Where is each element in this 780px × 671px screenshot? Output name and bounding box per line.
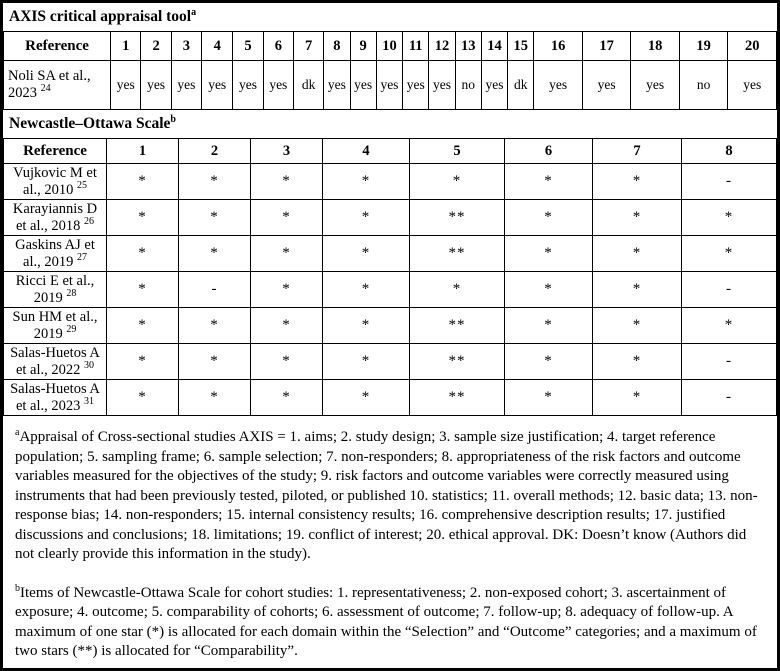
value-cell: * [593,308,682,344]
value-cell: yes [233,61,263,110]
citation-superscript: 28 [66,287,77,299]
value-cell: dk [293,61,323,110]
value-cell: dk [508,61,534,110]
footnote-marker: a [15,427,20,438]
value-cell: yes [582,61,631,110]
axis-title-superscript: a [191,6,197,18]
column-header-9: 9 [350,32,376,61]
value-cell: ** [410,308,505,344]
value-cell: * [323,200,410,236]
column-header-6: 6 [263,32,293,61]
value-cell: * [505,200,593,236]
column-header-17: 17 [582,32,631,61]
reference-cell: Salas-Huetos A et al., 2022 $^{30}$ [4,344,107,380]
value-cell: * [179,200,251,236]
value-cell: * [410,272,505,308]
column-header-3: 3 [171,32,201,61]
reference-cell: Salas-Huetos A et al., 2023 $^{31}$ [4,380,107,416]
table-row [4,164,777,200]
value-cell: * [593,200,682,236]
nos-reference-header: Reference [4,139,107,164]
nos-title-text: Newcastle–Ottawa Scale [9,115,171,132]
value-cell: ** [410,200,505,236]
column-header-4: 4 [323,139,410,164]
value-cell: yes [429,61,455,110]
value-cell: * [179,344,251,380]
value-cell: * [505,308,593,344]
value-cell: * [682,308,777,344]
value-cell: yes [111,61,141,110]
value-cell: * [107,272,179,308]
column-header-2: 2 [179,139,251,164]
axis-section-title [3,3,777,31]
footnote-b: $^b$Items of Newcastle-Ottawa Scale for cohort studies: 1. representativeness; 2. non-exposed cohort; 3. ascertainment of exposure; 4. outcome; 5. comparability of cohorts; 6. assessment of outcome; 7. follow-up; 8. adequacy of follow-up. A maximum of one star (*) is allocated for each domain within the “Selection” and “Outcome” categories; and a maximum of two stars (**) is allocated for “Comparability”. [15,582,757,659]
value-cell: yes [728,61,777,110]
value-cell: * [251,164,323,200]
column-header-7: 7 [293,32,323,61]
value-cell: * [107,308,179,344]
reference-cell: Sun HM et al., 2019 $^{29}$ [4,308,107,344]
nos-section-title [3,110,777,138]
value-cell: * [179,236,251,272]
value-cell: * [505,344,593,380]
table-row [4,61,777,110]
column-header-5: 5 [233,32,263,61]
value-cell: * [107,164,179,200]
reference-cell: Karayiannis D et al., 2018 $^{26}$ [4,200,107,236]
value-cell: * [251,380,323,416]
value-cell: - [682,380,777,416]
column-header-5: 5 [410,139,505,164]
value-cell: ** [410,344,505,380]
value-cell: * [179,380,251,416]
value-cell: yes [324,61,350,110]
value-cell: yes [171,61,201,110]
citation-superscript: 30 [84,359,95,371]
axis-title-text: AXIS critical appraisal tool [9,8,192,25]
value-cell: * [682,200,777,236]
column-header-20: 20 [728,32,777,61]
value-cell: * [323,236,410,272]
column-header-13: 13 [455,32,481,61]
value-cell: * [323,308,410,344]
column-header-8: 8 [682,139,777,164]
reference-cell: Gaskins AJ et al., 2019 $^{27}$ [4,236,107,272]
value-cell: * [410,164,505,200]
column-header-19: 19 [679,32,728,61]
value-cell: * [323,380,410,416]
value-cell: * [179,308,251,344]
footnotes-section [3,416,777,671]
reference-cell: Noli SA et al., 2023 $^{24}$ [4,61,111,110]
value-cell: * [505,272,593,308]
column-header-4: 4 [202,32,233,61]
value-cell: yes [481,61,507,110]
value-cell: * [505,236,593,272]
value-cell: - [682,272,777,308]
column-header-1: 1 [107,139,179,164]
column-header-18: 18 [631,32,680,61]
value-cell: - [682,344,777,380]
column-header-2: 2 [141,32,171,61]
reference-cell: Vujkovic M et al., 2010 $^{25}$ [4,164,107,200]
value-cell: yes [403,61,429,110]
column-header-14: 14 [481,32,507,61]
value-cell: no [679,61,728,110]
table-row [4,308,777,344]
citation-superscript: 29 [66,323,77,335]
value-cell: * [251,344,323,380]
column-header-8: 8 [324,32,350,61]
value-cell: yes [141,61,171,110]
table-row [4,380,777,416]
column-header-11: 11 [403,32,429,61]
column-header-15: 15 [508,32,534,61]
citation-superscript: 25 [76,179,87,191]
value-cell: ** [410,380,505,416]
column-header-16: 16 [534,32,583,61]
value-cell: * [505,380,593,416]
value-cell: ** [410,236,505,272]
column-header-6: 6 [505,139,593,164]
value-cell: no [455,61,481,110]
citation-superscript: 24 [40,83,51,95]
value-cell: * [107,200,179,236]
footnote-a: $^a$Appraisal of Cross-sectional studies AXIS = 1. aims; 2. study design; 3. sample size justification; 4. target reference population; 5. sampling frame; 6. sample selection; 7. non-responders; 8. appropriateness of the risk factors and outcome variables measured for the objectives of the study; 9. risk factors and outcome variables were correctly measured using instruments that had been previously tested, piloted, or published 10. statistics; 11. overall methods; 12. basic data; 13. non-response bias; 14. non-responders; 15. internal consistency results; 16. comprehensive description results; 17. justified discussions and conclusions; 18. limitations; 19. conflict of interest; 20. ethical approval. DK: Doesn’t know (Authors did not clearly provide this information in the study). [15,427,758,562]
nos-header-row [4,139,777,164]
value-cell: * [593,164,682,200]
value-cell: - [179,272,251,308]
citation-superscript: 27 [76,251,87,263]
column-header-3: 3 [251,139,323,164]
column-header-1: 1 [111,32,141,61]
nos-table [3,138,777,416]
table-row [4,236,777,272]
table-row [4,272,777,308]
value-cell: yes [350,61,376,110]
reference-cell: Ricci E et al., 2019 $^{28}$ [4,272,107,308]
value-cell: * [505,164,593,200]
column-header-12: 12 [429,32,455,61]
nos-title-superscript: b [170,113,176,125]
value-cell: * [323,272,410,308]
value-cell: * [323,164,410,200]
citation-superscript: 31 [84,395,95,407]
column-header-10: 10 [376,32,402,61]
value-cell: * [107,380,179,416]
column-header-7: 7 [593,139,682,164]
value-cell: * [251,308,323,344]
value-cell: yes [202,61,233,110]
axis-reference-header: Reference [4,32,111,61]
value-cell: yes [534,61,583,110]
citation-superscript: 26 [84,215,95,227]
value-cell: * [179,164,251,200]
value-cell: * [593,236,682,272]
value-cell: * [593,380,682,416]
value-cell: * [682,236,777,272]
value-cell: * [251,200,323,236]
value-cell: * [107,344,179,380]
value-cell: * [251,272,323,308]
table-row [4,200,777,236]
footnote-marker: b [15,582,20,594]
value-cell: yes [376,61,402,110]
value-cell: yes [631,61,680,110]
axis-header-row [4,32,777,61]
table-row [4,344,777,380]
value-cell: * [593,272,682,308]
value-cell: * [251,236,323,272]
value-cell: * [107,236,179,272]
value-cell: yes [263,61,293,110]
value-cell: - [682,164,777,200]
axis-table [3,31,777,110]
value-cell: * [323,344,410,380]
value-cell: * [593,344,682,380]
